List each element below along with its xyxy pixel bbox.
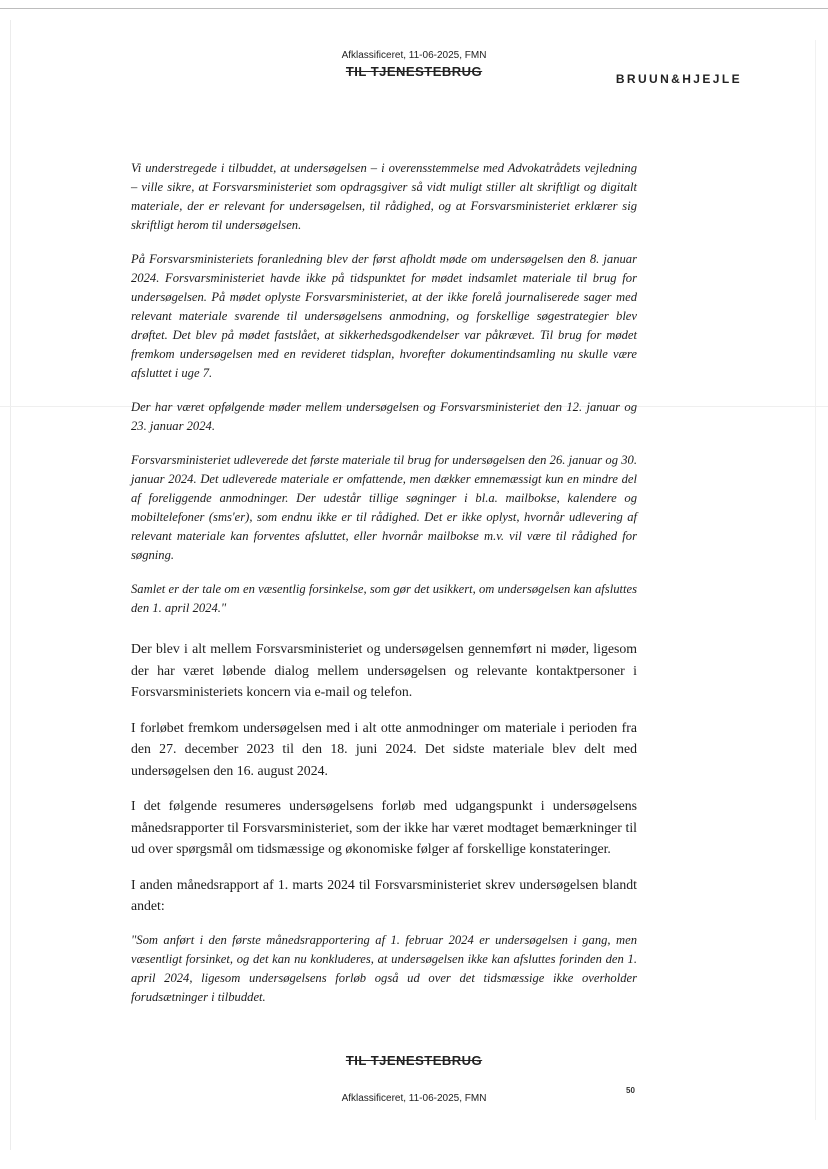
quote-paragraph: Forsvarsministeriet udleverede det første materiale til brug for undersøgelsen den 26. januar og 30. januar 2024. Det udleverede materiale er omfattende, men dækker emnemæssigt kun en mindre del af foreliggende anmodninger. Der udestår tillige søgninger i bl.a. mailbokse, kalendere og mobiltelefoner (sms'er), som endnu ikke er til rådighed. Det er ikke oplyst, hvornår udlevering af relevant materiale kan forventes afsluttet, eller hvornår mailbokse m.v. vil være til rådighed for søgning.	[131, 453, 637, 562]
quote-paragraph: Samlet er der tale om en væsentlig forsinkelse, som gør det usikkert, om undersøgelsen kan afsluttes den 1. april 2024."	[131, 582, 637, 615]
document-body	[131, 159, 637, 1022]
body-paragraph: I det følgende resumeres undersøgelsens forløb med udgangspunkt i undersøgelsens månedsrapporter til Forsvarsministeriet, som der ikke har været modtaget bemærkninger til ud over spørgsmål om tidsmæssige og økonomiske følger af forskellige konstateringer.	[131, 798, 637, 856]
classification-marking-top: TIL TJENESTEBRUG	[345, 64, 483, 79]
page-number: 50	[626, 1086, 635, 1095]
body-paragraph: Der blev i alt mellem Forsvarsministeriet og undersøgelsen gennemført ni møder, ligesom der har været løbende dialog mellem undersøgelsen og relevante kontaktpersoner i Forsvarsministeriets koncern via e-mail og telefon.	[131, 641, 637, 699]
scan-border-left	[10, 20, 11, 1150]
quote-paragraph: Vi understregede i tilbuddet, at undersøgelsen – i overensstemmelse med Advokatrådets vejledning – ville sikre, at Forsvarsministeriet som opdragsgiver så vidt muligt stiller alt skriftligt og digitalt materiale, der er relevant for undersøgelsen, til rådighed, og at Forsvarsministeriet erklærer sig skriftligt herom til undersøgelsen.	[131, 161, 637, 232]
quote-paragraph: "Som anført i den første månedsrapportering af 1. februar 2024 er undersøgelsen i gang, men væsentligt forsinket, og det kan nu konkluderes, at undersøgelsen ikke kan afsluttes forinden den 1. april 2024, ligesom undersøgelsens forløb også ud over det tidsmæssige ikke overholder forudsætninger i tilbuddet.	[131, 932, 637, 1004]
scan-border-right	[815, 40, 816, 1120]
scan-border-top	[0, 8, 828, 9]
declassification-stamp-bottom: Afklassificeret, 11-06-2025, FMN	[341, 1093, 487, 1104]
classification-marking-bottom: TIL TJENESTEBRUG	[345, 1053, 483, 1068]
declassification-stamp-top: Afklassificeret, 11-06-2025, FMN	[341, 50, 487, 61]
quote-paragraph: På Forsvarsministeriets foranledning blev der først afholdt møde om undersøgelsen den 8. januar 2024. Forsvarsministeriet havde ikke på tidspunktet for mødet indsamlet materiale til brug for undersøgelsen. På mødet oplyste Forsvarsministeriet, at der ikke forelå journaliserede sager med relevant materiale svarende til undersøgelsens anmodning, og forskellige søgestrategier blev drøftet. Det blev på mødet fastslået, at sikkerhedsgodkendelser var påkrævet. Til brug for mødet fremkom undersøgelsen med en revideret tidsplan, hvorefter dokumentindsamling nu skulle være afsluttet i uge 7.	[131, 252, 637, 380]
quote-paragraph: Der har været opfølgende møder mellem undersøgelsen og Forsvarsministeriet den 12. januar og 23. januar 2024.	[131, 400, 637, 433]
body-paragraph: I forløbet fremkom undersøgelsen med i alt otte anmodninger om materiale i perioden fra den 27. december 2023 til den 18. juni 2024. Det sidste materiale blev delt med undersøgelsen den 16. august 2024.	[131, 719, 637, 778]
body-paragraph: I anden månedsrapport af 1. marts 2024 til Forsvarsministeriet skrev undersøgelsen blandt andet:	[131, 876, 637, 913]
firm-logo: BRUUN&HJEJLE	[615, 72, 742, 86]
